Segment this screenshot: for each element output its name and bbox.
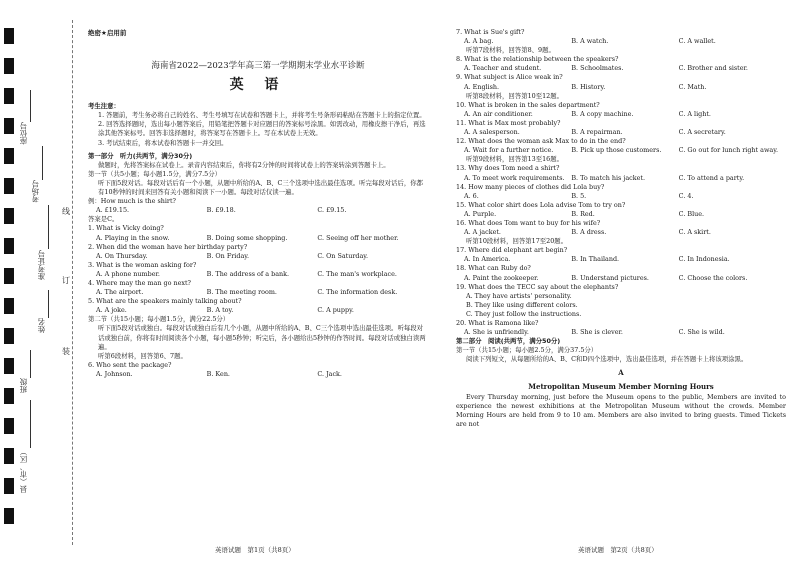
question-text: 20. What is Ramona like? xyxy=(456,319,539,327)
admission-number-line xyxy=(48,205,49,249)
question-options xyxy=(456,128,786,137)
note-item: 3. 考试结束后，将本试卷和答题卡一并交回。 xyxy=(98,138,228,147)
question-options xyxy=(456,210,786,219)
question-text: 11. What is Max most probably? xyxy=(456,118,561,127)
part2-heading: 第二部分 阅读(共两节，满分50分) xyxy=(456,337,561,346)
question-text: 3. What is the woman asking for? xyxy=(88,260,197,269)
county-label: 县（市、区） xyxy=(19,448,28,493)
question-text: 13. Why does Tom need a shirt? xyxy=(456,164,560,173)
material-note: 听第8段材料，回答第10至12题。 xyxy=(466,91,564,100)
question-options xyxy=(88,306,428,315)
material-note: 听第9段材料，回答第13至16题。 xyxy=(466,155,564,164)
option: C. The man's workplace. xyxy=(317,269,397,278)
question-options xyxy=(88,252,428,261)
option: C. Math. xyxy=(678,82,707,91)
option: B. A dress. xyxy=(571,228,607,237)
county-line xyxy=(30,400,31,448)
question-text: 2. When did the woman have her birthday party? xyxy=(88,242,248,251)
question-text: 1. What is Vicky doing? xyxy=(88,224,164,233)
option: C. A light. xyxy=(678,109,711,118)
option: C. Jack. xyxy=(317,369,342,378)
option: B. A repairman. xyxy=(571,128,623,137)
option: A. Purple. xyxy=(464,209,497,218)
part2-sec1-heading: 第一节（共15小题；每小题2.5分，满分37.5分） xyxy=(456,346,598,355)
question-text: 8. What is the relationship between the speakers? xyxy=(456,55,619,64)
material-note: 听第10段材料，回答第17至20题。 xyxy=(466,237,568,246)
question-options xyxy=(456,255,786,264)
option: B. The address of a bank. xyxy=(206,269,290,278)
option: B. Understand pictures. xyxy=(571,273,649,282)
option: A. A phone number. xyxy=(96,269,160,278)
option: A. Paint the zookeeper. xyxy=(464,273,539,282)
subject-title: 英 语 xyxy=(229,77,287,94)
seal-word-bind: 订 xyxy=(62,276,70,285)
option: A. They have artists' personality. xyxy=(466,291,572,300)
class-label: 班级 xyxy=(19,378,28,393)
question-text: 5. What are the speakers mainly talking about? xyxy=(88,297,242,306)
question-options xyxy=(456,228,786,237)
option: C. She is wild. xyxy=(678,328,725,337)
question-options xyxy=(88,270,428,279)
option: A. Teacher and student. xyxy=(464,64,542,73)
option: A. Johnson. xyxy=(96,369,133,378)
option: C. Brother and sister. xyxy=(678,64,748,73)
note-item: 2. 回答选择题时，选出每小题答案后，用铅笔把答题卡对应题目的答案标号涂黑。如需改动，用橡皮擦干净后，再选涂其他答案标号。回答非选择题时，将答案写在答题卡上。写在本试卷上无效。 xyxy=(98,120,426,138)
name-line xyxy=(48,290,49,318)
part1-intro: 做题时，先将答案标在试卷上。录音内容结束后，你将有2分钟的时间将试卷上的答案转涂到答题卡上。 xyxy=(98,160,390,169)
question-text: 4. Where may the man go next? xyxy=(88,278,191,287)
option: B. £9.18. xyxy=(206,206,236,215)
option: A. To meet work requirements. xyxy=(464,173,565,182)
question-options xyxy=(88,288,428,297)
option: C. A skirt. xyxy=(678,228,711,237)
option: C. They just follow the instructions. xyxy=(466,309,582,318)
option: A. She is unfriendly. xyxy=(464,328,529,337)
question-text: 10. What is broken in the sales department? xyxy=(456,100,600,109)
question-options xyxy=(456,110,786,119)
name-label: 姓名 xyxy=(37,318,46,333)
question-options xyxy=(88,234,428,243)
confidential-mark: 绝密★启用前 xyxy=(88,29,127,37)
seal-word-pack: 装 xyxy=(62,347,70,356)
question-text: 16. What does Tom want to buy for his wife? xyxy=(456,218,601,227)
option: A. Wait for a further notice. xyxy=(464,146,554,155)
left-questions xyxy=(88,224,428,315)
option: A. The airport. xyxy=(96,288,144,297)
example-question: 例：How much is the shirt? xyxy=(88,197,176,206)
right-column xyxy=(456,28,786,429)
material-note: 听第6段材料，回答第6、7题。 xyxy=(98,351,187,360)
option: A. 6. xyxy=(464,191,479,200)
question-text: 17. Where did elephant art begin? xyxy=(456,246,568,255)
question-options xyxy=(456,83,786,92)
question-options xyxy=(456,274,786,283)
option: C. Choose the colors. xyxy=(678,273,748,282)
option: C. In Indonesia. xyxy=(678,255,730,264)
binding-margin xyxy=(0,0,82,562)
question-options xyxy=(456,328,786,337)
part1-sec2-heading: 第二节（共15小题；每小题1.5分，满分22.5分） xyxy=(88,315,230,324)
option: A. A joke. xyxy=(96,306,127,315)
question-text: 6. Who sent the package? xyxy=(88,360,172,369)
option: B. She is clever. xyxy=(571,328,623,337)
option: B. On Friday. xyxy=(206,251,250,260)
admission-number-label: 准考证号 xyxy=(37,250,46,280)
option: C. Seeing off her mother. xyxy=(317,233,399,242)
option: A. £19.15. xyxy=(96,206,130,215)
part1-sec1-heading: 第一节（共5小题；每小题1.5分，满分7.5分） xyxy=(88,169,222,178)
material-note: 听第7段材料，回答第8、9题。 xyxy=(466,46,555,55)
option: C. On Saturday. xyxy=(317,251,369,260)
option: C. £9.15. xyxy=(317,206,347,215)
passage-letter: A xyxy=(618,368,624,378)
right-questions xyxy=(456,28,786,337)
passage-title: Metropolitan Museum Member Morning Hours xyxy=(528,381,714,391)
part2-sec1-intro: 阅读下列短文，从每题所给的A、B、C和D四个选项中，选出最佳选项，并在答题卡上将该项涂黑。 xyxy=(466,355,748,364)
seat-number-label: 座位号 xyxy=(19,122,28,145)
option: C. To attend a party. xyxy=(678,173,745,182)
binding-stripe xyxy=(4,28,14,528)
option: A. A jacket. xyxy=(464,228,501,237)
option: A. An air conditioner. xyxy=(464,109,533,118)
seat-number-line xyxy=(30,90,31,122)
option: B. A toy. xyxy=(206,306,234,315)
exam-title: 海南省2022—2023学年高三第一学期期末学业水平诊断 xyxy=(151,61,365,71)
question-text: 7. What is Sue's gift? xyxy=(456,28,525,36)
example-options xyxy=(88,206,428,215)
option: B. Pick up those customers. xyxy=(571,146,662,155)
option: B. A copy machine. xyxy=(571,109,634,118)
option: B. Schoolmates. xyxy=(571,64,624,73)
question-text: 12. What does the woman ask Max to do in the end? xyxy=(456,137,626,146)
option: C. 4. xyxy=(678,191,694,200)
option: C. A secretary. xyxy=(678,128,726,137)
class-line xyxy=(30,350,31,378)
option: A. A bag. xyxy=(464,37,494,46)
option: A. English. xyxy=(464,82,500,91)
option: B. Red. xyxy=(571,209,595,218)
passage-text: Every Thursday morning, just before the Museum opens to the public, Members are invited to experience the newest exhibitions at the Metropolitan Museum without the crowds. Member Morning Hours are held from 9 to 10 am. Members are also invited to bring guests. Timed Tickets are not xyxy=(456,392,786,428)
question-options xyxy=(456,192,786,201)
option: C. Blue. xyxy=(678,209,705,218)
question-text: 19. What does the TECC say about the elephants? xyxy=(456,282,619,291)
option: B. History. xyxy=(571,82,606,91)
example-answer: 答案是C。 xyxy=(88,215,119,224)
part1-heading: 第一部分 听力(共两节，满分30分) xyxy=(88,151,193,160)
option: C. The information desk. xyxy=(317,288,398,297)
question-text: 15. What color shirt does Lola advise Tom to try on? xyxy=(456,200,626,209)
option: A. A salesperson. xyxy=(464,128,520,137)
option: B. 5. xyxy=(571,191,587,200)
note-item: 1. 答题前，考生务必将自己的姓名、考生号填写在试卷和答题卡上，并将考生号条形码粘贴在答题卡上的指定位置。 xyxy=(98,111,426,120)
option: B. A watch. xyxy=(571,37,609,46)
option: A. Playing in the snow. xyxy=(96,233,170,242)
question-text: 14. How many pieces of clothes did Lola buy? xyxy=(456,182,605,191)
question-text: 18. What can Ruby do? xyxy=(456,264,531,273)
footer-left: 英语试题 第1页（共8页） xyxy=(215,546,295,554)
question-options xyxy=(456,64,786,73)
binding-dashed-line xyxy=(72,20,73,545)
question-text: 9. What subject is Alice weak in? xyxy=(456,73,563,82)
question-options xyxy=(456,146,786,155)
question-options xyxy=(88,370,428,379)
exam-room-line xyxy=(42,146,43,180)
option: B. In Thailand. xyxy=(571,255,620,264)
question-options xyxy=(456,174,786,183)
option: C. Go out for lunch right away. xyxy=(678,146,779,155)
option: C. A wallet. xyxy=(678,37,716,46)
option: A. In America. xyxy=(464,255,511,264)
option: A. On Thursday. xyxy=(96,251,148,260)
option: B. The meeting room. xyxy=(206,288,277,297)
footer-right: 英语试题 第2页（共8页） xyxy=(578,546,658,554)
option: C. A puppy. xyxy=(317,306,354,315)
question-options xyxy=(456,37,786,46)
option: B. Doing some shopping. xyxy=(206,233,288,242)
seal-word-line: 线 xyxy=(62,207,70,216)
option: B. Ken. xyxy=(206,369,230,378)
left-column xyxy=(88,28,428,379)
part1-sec2-intro: 听下面5段对话或独白。每段对话或独白后有几个小题，从题中所给的A、B、C三个选项中选出最佳选项。听每段对话或独白前，你将有时间阅读各个小题，每小题5秒钟；听完后，各小题给出5秒钟的作答时间。每段对话或独白读两遍。 xyxy=(98,324,426,351)
exam-room-label: 考场号 xyxy=(31,180,40,203)
part1-sec1-intro: 听下面5段对话。每段对话后有一个小题，从题中所给的A、B、C三个选项中选出最佳选项。听完每段对话后，你都有10秒钟的时间来回答有关小题和阅读下一小题。每段对话仅读一遍。 xyxy=(98,178,424,197)
option: B. They like using different colors. xyxy=(466,300,578,309)
notes-heading: 考生注意： xyxy=(88,102,120,111)
option: B. To match his jacket. xyxy=(571,173,645,182)
